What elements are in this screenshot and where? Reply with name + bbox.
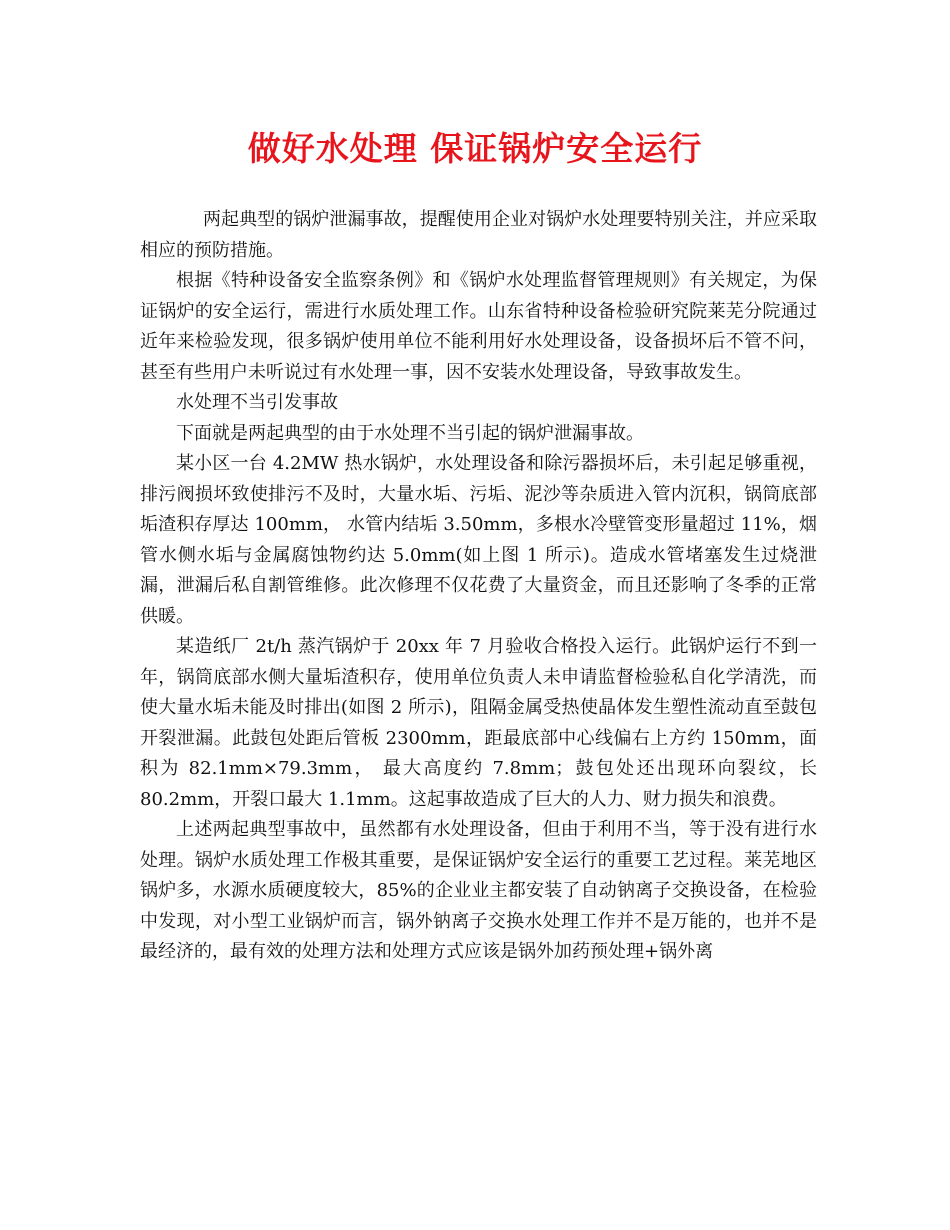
document-title: 做好水处理 保证锅炉安全运行 xyxy=(247,129,703,168)
paragraph-intro: 两起典型的锅炉泄漏事故，提醒使用企业对锅炉水处理要特别关注，并应采取相应的预防措施。 xyxy=(140,209,817,261)
paragraph-lead: 下面就是两起典型的由于水处理不当引起的锅炉泄漏事故。 xyxy=(176,422,644,444)
paragraph-summary: 上述两起典型事故中，虽然都有水处理设备，但由于利用不当，等于没有进行水处理。锅炉水质处理工作极其重要，是保证锅炉安全运行的重要工艺过程。莱芜地区锅炉多，水源水质硬度较大，85%的企业业主都安装了自动钠离子交换设备，在检验中发现，对小型工业锅炉而言，锅外钠离子交换水处理工作并不是万能的，也并不是最经济的，最有效的处理方法和处理方式应该是锅外加药预处理+锅外离 xyxy=(140,819,817,962)
document-body xyxy=(140,205,817,968)
section-heading: 水处理不当引发事故 xyxy=(176,392,338,413)
paragraph-regulations: 根据《特种设备安全监察条例》和《锅炉水处理监督管理规则》有关规定，为保证锅炉的安全运行，需进行水质处理工作。山东省特种设备检验研究院莱芜分院通过近年来检验发现，很多锅炉使用单位不能利用好水处理设备，设备损坏后不管不问，甚至有些用户未听说过有水处理一事，因不安装水处理设备，导致事故发生。 xyxy=(140,270,817,383)
paragraph-case-one: 某小区一台 4.2MW 热水锅炉，水处理设备和除污器损坏后，未引起足够重视，排污阀损坏致使排污不及时，大量水垢、污垢、泥沙等杂质进入管内沉积，锅筒底部垢渣积存厚达 100mm， 水管内结垢 3.50mm，多根水冷壁管变形量超过 11%，烟管水侧水垢与金属腐蚀物约达 5.0mm(如上图 1 所示)。造成水管堵塞发生过烧泄漏，泄漏后私自割管维修。此次修理不仅花费了大量资金，而且还影响了冬季的正常供暖。 xyxy=(140,453,817,627)
paragraph-case-two: 某造纸厂 2t/h 蒸汽锅炉于 20xx 年 7 月验收合格投入运行。此锅炉运行不到一年，锅筒底部水侧大量垢渣积存，使用单位负责人未申请监督检验私自化学清洗，而使大量水垢未能及时排出(如图 2 所示)，阻隔金属受热使晶体发生塑性流动直至鼓包开裂泄漏。此鼓包处距后管板 2300mm，距最底部中心线偏右上方约 150mm，面积为 82.1mm×79.3mm， 最大高度约 7.8mm；鼓包处还出现环向裂纹，长 80.2mm，开裂口最大 1.1mm。这起事故造成了巨大的人力、财力损失和浪费。 xyxy=(140,636,817,810)
